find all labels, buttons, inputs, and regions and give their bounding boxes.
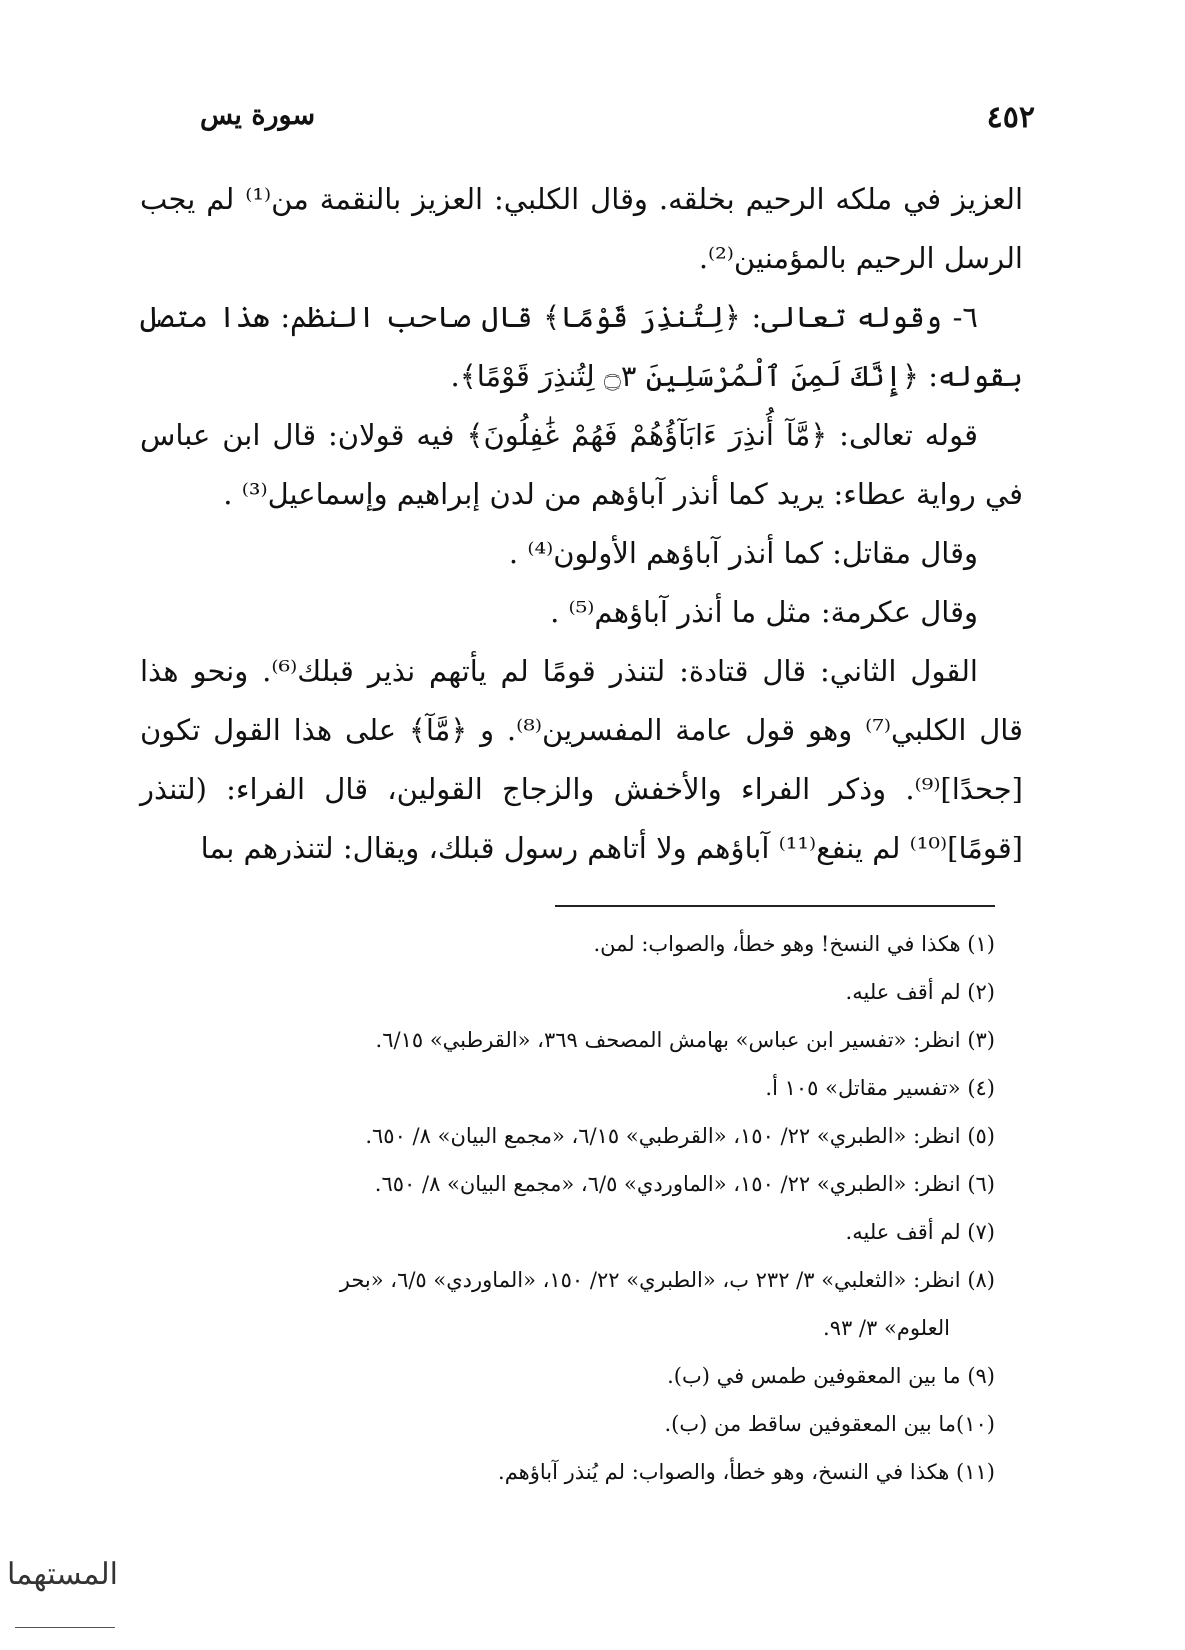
stamp-text: المستهما — [7, 1557, 118, 1592]
paragraph: القول الثاني: قال قتادة: لتنذر قومًا لم يأتهم نذير قبلك⁽⁶⁾. ونحو هذا قال الكلبي⁽⁷⁾ وهو قول عامة المفسرين⁽⁸⁾. و ﴿مَّآ﴾ على هذا القول تكون [جحدًا]⁽⁹⁾. وذكر الفراء والأخفش والزجاج القولين، قال الفراء: (لتنذر [قومًا]⁽¹⁰⁾ لم ينفع⁽¹¹⁾ آباؤهم ولا أتاهم رسول قبلك، ويقال: لتنذرهم بما — [140, 654, 1023, 865]
footnote: (٦) انظر: «الطبري» ٢٢/ ١٥٠، «الماوردي» ٦/٥، «مجمع البيان» ٨/ ٦٥٠. — [374, 1172, 995, 1196]
footnote: (٥) انظر: «الطبري» ٢٢/ ١٥٠، «القرطبي» ٦/١٥، «مجمع البيان» ٨/ ٦٥٠. — [365, 1124, 995, 1148]
main-text — [140, 170, 1023, 878]
paragraph: العزيز في ملكه الرحيم بخلقه. وقال الكلبي: العزيز بالنقمة من⁽¹⁾ لم يجب الرسل الرحيم بالمؤمنين⁽²⁾. — [140, 182, 1023, 275]
footnote: (٧) لم أقف عليه. — [845, 1220, 995, 1244]
page-header — [200, 100, 1035, 150]
footnote-continuation: العلوم» ٣/ ٩٣. — [823, 1316, 950, 1340]
footnote: (٤) «تفسير مقاتل» ١٠٥ أ. — [765, 1076, 995, 1100]
footnote: (٣) انظر: «تفسير ابن عباس» بهامش المصحف ٣٦٩، «القرطبي» ٦/١٥. — [375, 1028, 995, 1052]
footnote: (٩) ما بين المعقوفين طمس في (ب). — [667, 1364, 995, 1388]
stamp-underline — [15, 1627, 115, 1628]
paragraph: وقال عكرمة: مثل ما أنذر آباؤهم⁽⁵⁾ . — [550, 595, 978, 629]
footnote: (١١) هكذا في النسخ، وهو خطأ، والصواب: لم يُنذر آباؤهم. — [498, 1460, 995, 1484]
footnote-divider — [555, 905, 995, 907]
paragraph: ٦- وقوله تعالى: ﴿لِتُنذِرَ قَوْمًا﴾ قال صاحب النظم: هذا متصل بقوله: ﴿إِنَّكَ لَمِنَ ٱلْمُرْسَلِينَ ۝٣ لِتُنذِرَ قَوْمًا﴾. — [140, 300, 1023, 393]
footnotes — [140, 920, 995, 1496]
footnote: (١٠)ما بين المعقوفين ساقط من (ب). — [664, 1412, 995, 1436]
paragraph: قوله تعالى: ﴿مَّآ أُنذِرَ ءَابَآؤُهُمْ فَهُمْ غَٰفِلُونَ﴾ فيه قولان: قال ابن عباس في رواية عطاء: يريد كما أنذر آباؤهم من لدن إبراهيم وإسماعيل⁽³⁾ . — [140, 418, 1023, 511]
footnote: (٢) لم أقف عليه. — [845, 980, 995, 1004]
page-number: ٤٥٢ — [986, 100, 1035, 135]
paragraph: وقال مقاتل: كما أنذر آباؤهم الأولون⁽⁴⁾ . — [508, 536, 978, 570]
watermark-stamp — [5, 1545, 120, 1640]
footnote: (١) هكذا في النسخ! وهو خطأ، والصواب: لمن. — [593, 932, 995, 956]
footnote: (٨) انظر: «الثعلبي» ٣/ ٢٣٢ ب، «الطبري» ٢٢/ ١٥٠، «الماوردي» ٦/٥، «بحر — [339, 1268, 995, 1292]
surah-title: سورة يس — [200, 100, 316, 131]
